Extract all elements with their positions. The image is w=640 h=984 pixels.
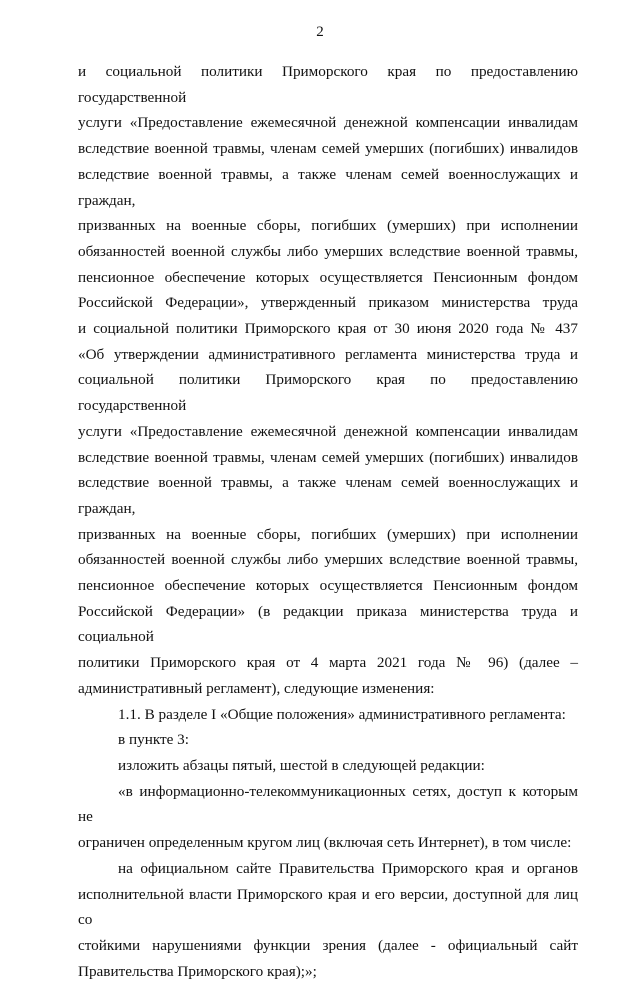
text-line: «Об утверждении административного регламента министерства труда и xyxy=(78,345,578,363)
text-line: обязанностей военной службы либо умерших вследствие военной травмы, xyxy=(78,551,578,569)
text-line: пенсионное обеспечение которых осуществляется Пенсионным фондом xyxy=(78,268,578,286)
text-line: административный регламент), следующие изменения: xyxy=(78,679,435,697)
page-number: 2 xyxy=(316,24,324,40)
text-line: 1.1. В разделе I «Общие положения» административного регламента: xyxy=(118,705,566,723)
text-line: политики Приморского края от 4 марта 2021 года № 96) (далее – xyxy=(78,654,578,672)
text-line: «в информационно-телекоммуникационных сетях, доступ к которым не xyxy=(78,782,578,826)
text-line: Правительства Приморского края);»; xyxy=(78,962,317,980)
text-line: исполнительной власти Приморского края и его версии, доступной для лиц со xyxy=(78,885,578,929)
text-line: вследствие военной травмы, членам семей умерших (погибших) инвалидов xyxy=(78,448,578,466)
text-line: в пункте 3: xyxy=(118,731,189,749)
text-line: призванных на военные сборы, погибших (умерших) при исполнении xyxy=(78,217,578,235)
text-line: на официальном сайте Правительства Приморского края и органов xyxy=(118,859,578,877)
text-line: и социальной политики Приморского края от 30 июня 2020 года № 437 xyxy=(78,320,578,338)
text-line: Российской Федерации», утвержденный приказом министерства труда xyxy=(78,294,578,312)
text-line: вследствие военной травмы, а также членам семей военнослужащих и граждан, xyxy=(78,474,578,517)
text-line: изложить абзацы пятый, шестой в следующей редакции: xyxy=(118,756,485,774)
text-line: пенсионное обеспечение которых осуществляется Пенсионным фондом xyxy=(78,577,578,595)
text-line: ограничен определенным кругом лиц (включая сеть Интернет), в том числе: xyxy=(78,834,572,852)
text-line: социальной политики Приморского края по предоставлению государственной xyxy=(78,371,578,415)
text-line: стойкими нарушениями функции зрения (далее - официальный сайт xyxy=(78,936,578,954)
text-line: обязанностей военной службы либо умерших вследствие военной травмы, xyxy=(78,242,578,260)
document-body xyxy=(78,59,578,984)
text-line: вследствие военной травмы, а также членам семей военнослужащих и граждан, xyxy=(78,165,578,209)
text-line: Российской Федерации» (в редакции приказа министерства труда и социальной xyxy=(78,602,578,646)
text-line: вследствие военной травмы, членам семей умерших (погибших) инвалидов xyxy=(78,140,578,158)
text-line: услуги «Предоставление ежемесячной денежной компенсации инвалидам xyxy=(78,422,578,440)
text-line: призванных на военные сборы, погибших (умерших) при исполнении xyxy=(78,525,578,543)
text-line: услуги «Предоставление ежемесячной денежной компенсации инвалидам xyxy=(78,114,578,132)
text-line: и социальной политики Приморского края по предоставлению государственной xyxy=(78,63,578,106)
